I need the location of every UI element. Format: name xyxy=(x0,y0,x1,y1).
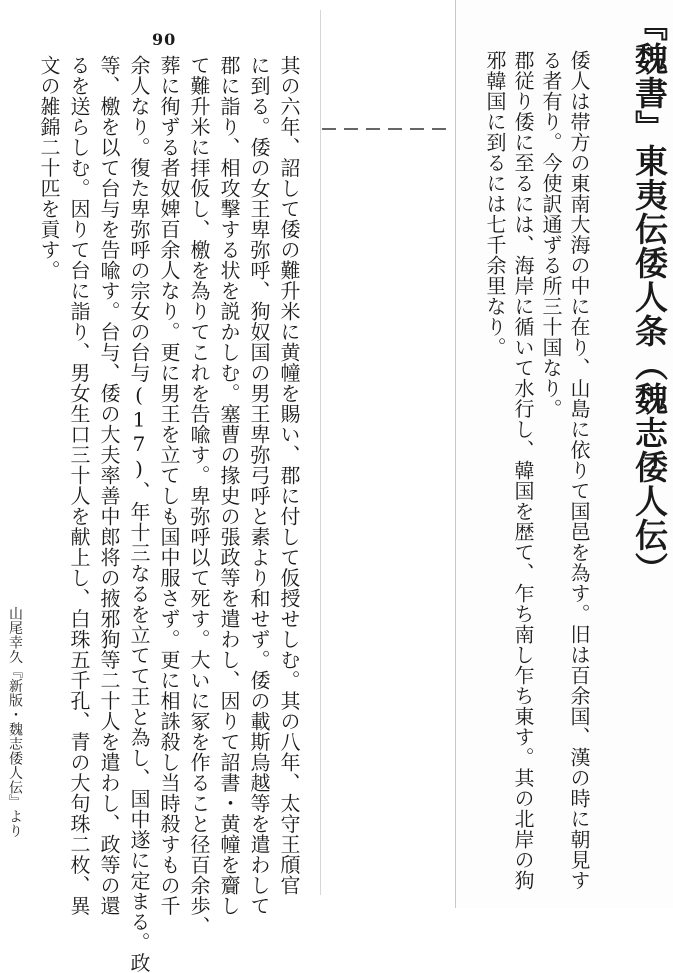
excerpt2-line-9: 文の雑錦二十匹を貢す。 xyxy=(37,55,61,281)
document-title: 『魏書』東夷伝倭人条（魏志倭人伝） xyxy=(630,8,669,586)
excerpt2-line-7: 等、檄を以て台与を告喩す。台与、倭の大夫率善中郎将の掖邪狗等二十人を遣わし、政等の還 xyxy=(97,55,121,916)
excerpt2-line-3: 郡に詣り、相攻撃する状を説かしむ。塞曹の掾史の張政等を遣わし、因りて詔書・黄幢を齎し xyxy=(217,55,241,916)
excerpt2-line-4: て難升米に拝仮し、檄を為りてこれを告喩す。卑弥呼以て死す。大いに冢を作ること径百余歩、 xyxy=(187,55,211,937)
page-number: 90 xyxy=(152,30,177,49)
excerpt1-line-1: 倭人は帯方の東南大海の中に在り、山島に依りて国邑を為す。旧は百余国、漢の時に朝見す xyxy=(567,50,591,891)
dashed-connector-line xyxy=(300,128,450,130)
source-citation: 山尾幸久『新版・魏志倭人伝』より xyxy=(7,606,23,838)
excerpt2-line-6: 余人なり。復た卑弥呼の宗女の台与(17)、年十三なるを立てて王と為し、国中遂に定まる。政 xyxy=(127,55,151,973)
excerpt2-line-8: るを送らしむ。因りて台に詣り、男女生口三十人を献上し、白珠五千孔、青の大句珠二枚、異 xyxy=(67,55,91,916)
excerpt1-line-4: 邪韓国に到るには七千余里なり。 xyxy=(483,50,507,358)
excerpt1-line-3: 郡従り倭に至るには、海岸に循いて水行し、韓国を歴て、乍ち南し乍ち東す。其の北岸の狗 xyxy=(511,50,535,891)
excerpt2-line-2: に到る。倭の女王卑弥呼、狗奴国の男王卑弥弓呼と素より和せず。倭の載斯烏越等を遣わして xyxy=(247,55,271,916)
excerpt2-line-1: 其の六年、詔して倭の難升米に黄幢を賜い、郡に付して仮授せしむ。其の八年、太守王頎官 xyxy=(277,55,301,896)
excerpt2-line-5: 葬に徇ずる者奴婢百余人なり。更に男王を立てしも国中服さず。更に相誅殺し当時殺すもの千 xyxy=(157,55,181,916)
excerpt1-line-2: る者有り。今使訳通ずる所三十国なり。 xyxy=(539,50,563,419)
